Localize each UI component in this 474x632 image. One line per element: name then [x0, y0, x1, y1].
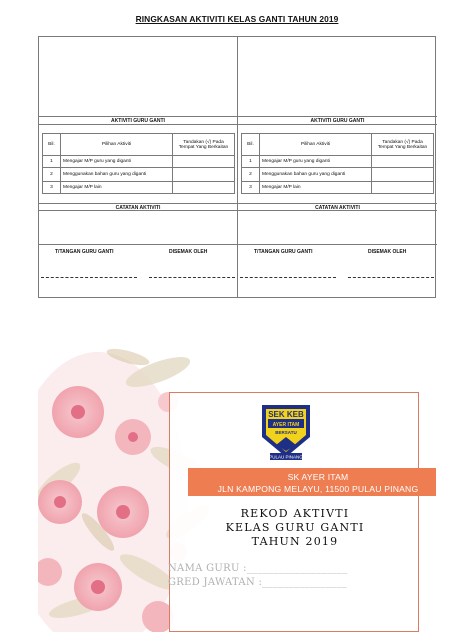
section-head-notes: CATATAN AKTIVITI — [39, 203, 237, 211]
school-address: JLN KAMPONG MELAYU, 11500 PULAU PINANG — [217, 484, 419, 494]
notes-box[interactable] — [39, 211, 237, 245]
table-cell-num: 3 — [43, 182, 61, 194]
cover-title-line2: KELAS GURU GANTI — [225, 521, 365, 534]
table-row — [242, 182, 434, 194]
signature-label-teacher: T/TANGAN GURU GANTI — [254, 249, 313, 255]
signature-line-checked — [149, 277, 235, 278]
table-cell-activity: Mengajar M/P lain — [61, 182, 173, 194]
cover-card — [169, 392, 419, 632]
table-header-bil: Bil. — [242, 134, 260, 156]
table-header-activity: Pilihan Aktiviti — [61, 134, 173, 156]
signature-label-checked: DISEMAK OLEH — [368, 249, 407, 255]
signature-label-checked: DISEMAK OLEH — [169, 249, 208, 255]
table-cell-num: 1 — [43, 156, 61, 168]
section-head-activity: AKTIVITI GURU GANTI — [238, 117, 437, 125]
table-cell-mark[interactable] — [372, 168, 434, 182]
activity-table — [42, 133, 235, 194]
table-row — [242, 168, 434, 182]
table-cell-activity: Menggunakan bahan guru yang diganti — [260, 168, 372, 182]
table-row — [242, 156, 434, 168]
cover-title-line1: REKOD AKTIVTI — [240, 507, 350, 520]
school-name: SK AYER ITAM — [287, 472, 349, 482]
notes-box[interactable] — [238, 211, 437, 245]
table-cell-activity: Mengajar M/P guru yang diganti — [260, 156, 372, 168]
table-cell-mark[interactable] — [173, 156, 235, 168]
table-cell-mark[interactable] — [372, 182, 434, 194]
logo-bottom-text: BERSATU — [275, 430, 297, 435]
signature-line-teacher — [41, 277, 137, 278]
form-half-right — [238, 37, 437, 297]
table-cell-mark[interactable] — [173, 182, 235, 194]
table-cell-num: 1 — [242, 156, 260, 168]
table-row — [43, 182, 235, 194]
table-cell-activity: Menggunakan bahan guru yang diganti — [61, 168, 173, 182]
photo-box — [39, 37, 237, 117]
page-title: RINGKASAN AKTIVITI KELAS GANTI TAHUN 2019 — [135, 14, 339, 24]
table-cell-num: 2 — [242, 168, 260, 182]
logo-top-text: SEK KEB — [268, 410, 304, 419]
table-cell-activity: Mengajar M/P lain — [260, 182, 372, 194]
cover-title-line3: TAHUN 2019 — [251, 535, 339, 548]
table-cell-activity: Mengajar M/P guru yang diganti — [61, 156, 173, 168]
table-row — [43, 156, 235, 168]
signature-line-teacher — [240, 277, 336, 278]
table-cell-num: 2 — [43, 168, 61, 182]
logo-band-text: AYER ITAM — [272, 422, 300, 428]
table-cell-mark[interactable] — [372, 156, 434, 168]
signature-line-checked — [348, 277, 434, 278]
section-head-activity: AKTIVITI GURU GANTI — [39, 117, 237, 125]
signature-label-teacher: T/TANGAN GURU GANTI — [55, 249, 114, 255]
table-cell-num: 3 — [242, 182, 260, 194]
cover-title — [170, 507, 420, 549]
table-header-mark: Tandakan (√) Pada Tempat Yang Berkaitan — [173, 134, 235, 156]
table-header-bil: Bil. — [43, 134, 61, 156]
school-banner — [188, 468, 436, 496]
cover-page — [38, 342, 436, 632]
photo-box — [238, 37, 437, 117]
table-header-activity: Pilihan Aktiviti — [260, 134, 372, 156]
logo-base-text: PULAU PINANG — [269, 454, 303, 460]
table-cell-mark[interactable] — [173, 168, 235, 182]
form-half-left — [39, 37, 238, 297]
table-header-mark: Tandakan (√) Pada Tempat Yang Berkaitan — [372, 134, 434, 156]
summary-form — [38, 36, 436, 298]
table-row — [43, 168, 235, 182]
school-logo — [256, 401, 316, 461]
grade-field[interactable]: GRED JAWATAN :________________ — [168, 577, 347, 588]
activity-table — [241, 133, 434, 194]
section-head-notes: CATATAN AKTIVITI — [238, 203, 437, 211]
teacher-name-field[interactable]: NAMA GURU :___________________ — [168, 563, 348, 574]
